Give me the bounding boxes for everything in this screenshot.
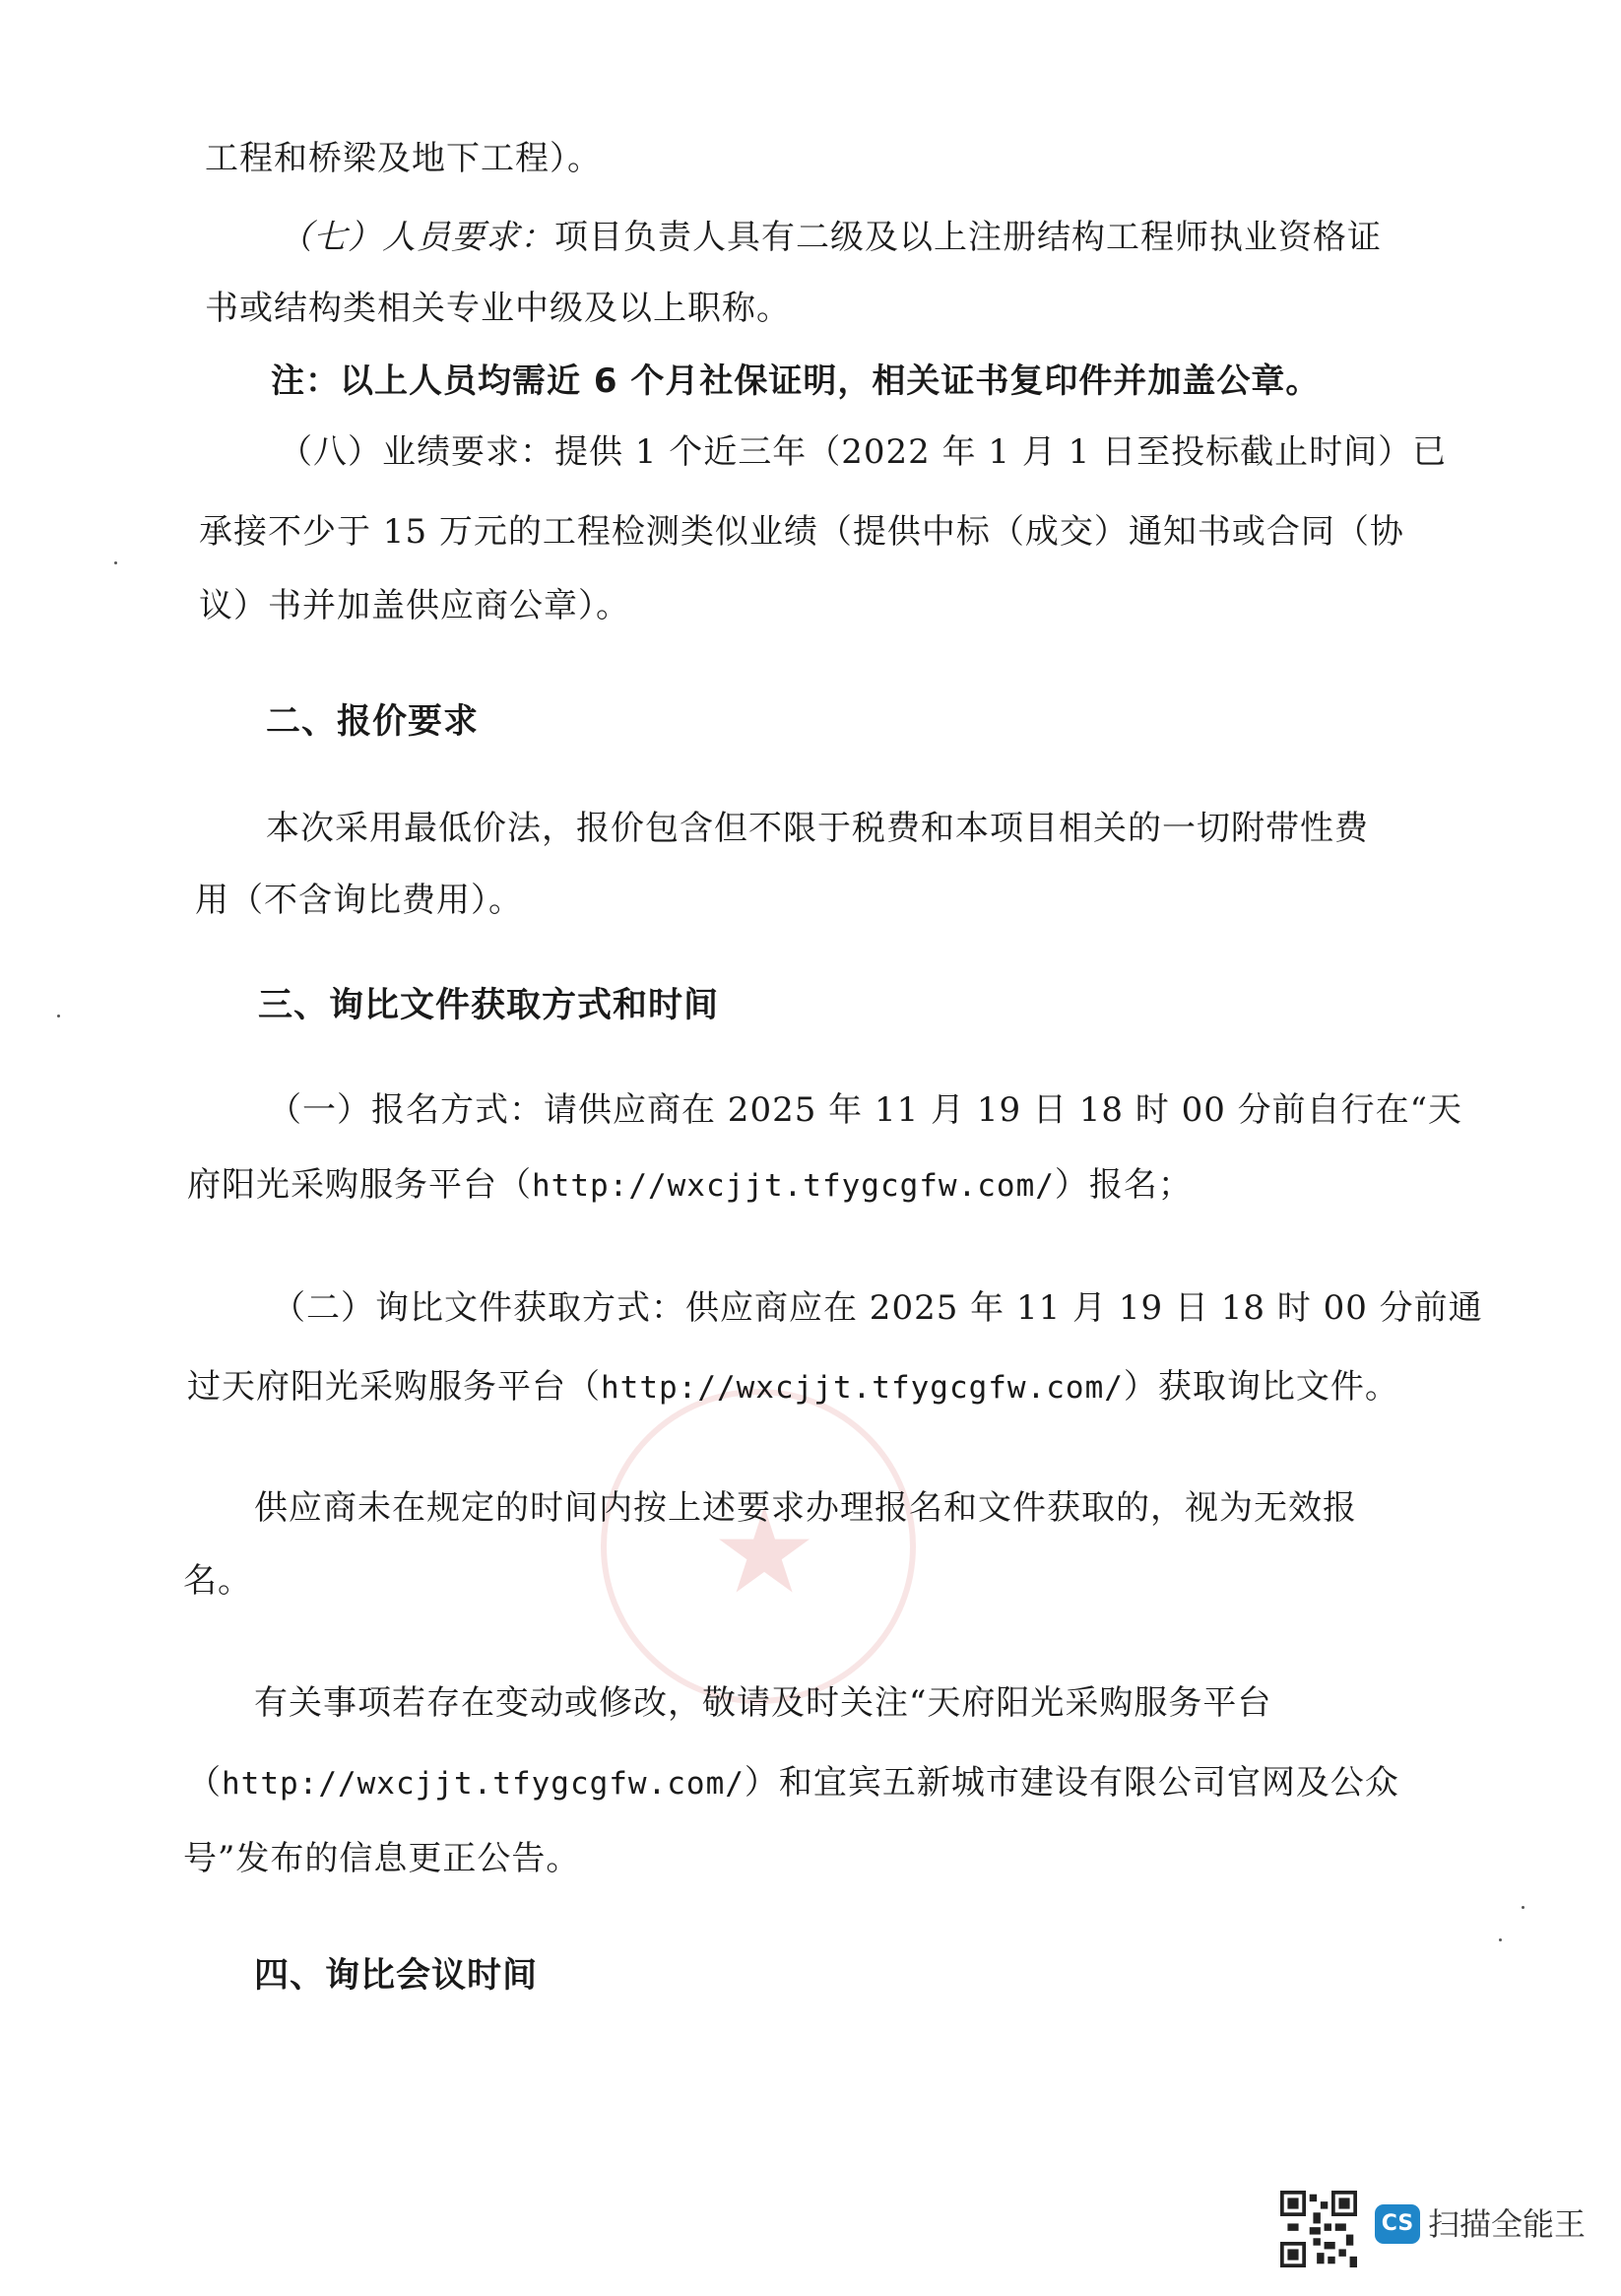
text-line: 供应商未在规定的时间内按上述要求办理报名和文件获取的，视为无效报: [254, 1488, 1357, 1528]
seal-stamp-icon: [601, 1389, 916, 1704]
text-line: 号”发布的信息更正公告。: [183, 1839, 581, 1878]
scan-speck: [114, 561, 117, 564]
camscanner-logo-icon: CS: [1375, 2204, 1420, 2244]
text-fragment: 府阳光采购服务平台（: [187, 1165, 532, 1205]
text-line-with-url: [187, 1162, 1193, 1209]
platform-link[interactable]: http://wxcjjt.tfygcgfw.com/: [532, 1168, 1055, 1204]
text-fragment: （: [187, 1763, 222, 1803]
scanner-watermark: [1280, 2191, 1587, 2279]
qr-code-icon: [1280, 2191, 1357, 2267]
text-line: （二）询比文件获取方式：供应商应在 2025 年 11 月 19 日 18 时 00 分前通: [272, 1288, 1483, 1328]
text-fragment: ）报名；: [1054, 1165, 1193, 1205]
text-line: 议）书并加盖供应商公章）。: [199, 586, 630, 625]
star-icon: ★: [711, 1483, 817, 1620]
section-heading-quotation: 二、报价要求: [266, 702, 480, 742]
text-line: 工程和桥梁及地下工程）。: [205, 139, 602, 178]
personnel-requirement-label: （七）人员要求：: [279, 218, 554, 257]
text-line-with-url: [187, 1364, 1399, 1410]
platform-link[interactable]: http://wxcjjt.tfygcgfw.com/: [222, 1766, 745, 1802]
section-heading-meeting-time: 四、询比会议时间: [254, 1956, 539, 1996]
camscanner-app-name: 扫描全能王: [1428, 2205, 1587, 2243]
scan-speck: [57, 1015, 60, 1017]
note-line: 注：以上人员均需近 6 个月社保证明，相关证书复印件并加盖公章。: [271, 361, 1321, 401]
text-line: 承接不少于 15 万元的工程检测类似业绩（提供中标（成交）通知书或合同（协: [199, 512, 1404, 552]
text-line-with-url: [187, 1760, 1399, 1806]
section-heading-document-acquisition: 三、询比文件获取方式和时间: [258, 986, 720, 1025]
text-line: 本次采用最低价法，报价包含但不限于税费和本项目相关的一切附带性费: [266, 809, 1369, 848]
text-line: （八）业绩要求：提供 1 个近三年（2022 年 1 月 1 日至投标截止时间）已: [279, 432, 1448, 472]
platform-link[interactable]: http://wxcjjt.tfygcgfw.com/: [601, 1370, 1124, 1406]
personnel-requirement-line: [279, 215, 1382, 260]
text-line: 名。: [183, 1561, 252, 1601]
scan-speck: [1499, 1938, 1502, 1941]
scan-speck: [1522, 1906, 1524, 1909]
text-line: 有关事项若存在变动或修改，敬请及时关注“天府阳光采购服务平台: [254, 1683, 1272, 1723]
text-line: 用（不含询比费用）。: [195, 881, 523, 920]
text-line: 书或结构类相关专业中级及以上职称。: [205, 289, 791, 328]
text-fragment: ）获取询比文件。: [1123, 1367, 1399, 1407]
text-fragment: 过天府阳光采购服务平台（: [187, 1367, 601, 1407]
text-fragment: ）和宜宾五新城市建设有限公司官网及公众: [744, 1763, 1399, 1803]
text-line: （一）报名方式：请供应商在 2025 年 11 月 19 日 18 时 00 分前自行在“天: [268, 1090, 1463, 1130]
personnel-requirement-text: 项目负责人具有二级及以上注册结构工程师执业资格证: [554, 218, 1382, 257]
